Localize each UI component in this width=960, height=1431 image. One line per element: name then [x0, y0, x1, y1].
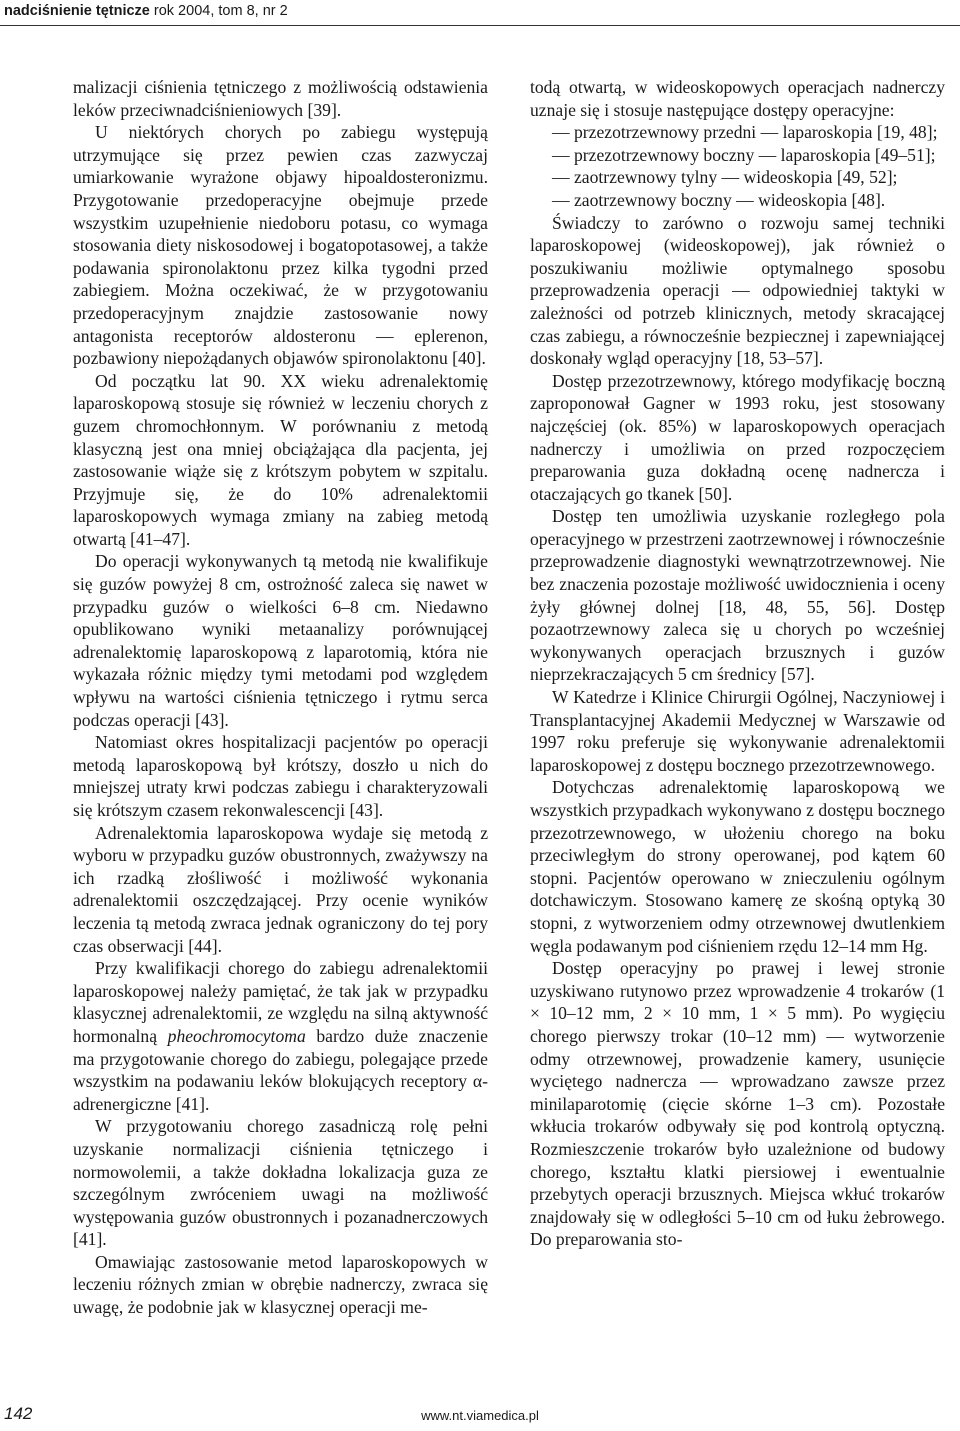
paragraph [73, 957, 488, 1115]
paragraph: Dostęp ten umożliwia uzyskanie rozległego pola operacyjnego w przestrzeni zaotrzewnowej i równocześnie przeprowadzenie diagnostyki wewnątrzotrzewnowej. Nie bez znaczenia pozostaje możliwość uwidocznienia i oceny żyły głównej dolnej [18, 48, 55, 56]. Dostęp pozaotrzewnowy zaleca się u chorych po wcześniej wykonywanych operacjach brzusznych i guzów nieprzekraczających 5 cm średnicy [57]. [530, 506, 945, 685]
left-column [73, 76, 488, 1319]
italic-term: pheochromocytoma [167, 1025, 306, 1046]
paragraph: Omawiając zastosowanie metod laparoskopowych w leczeniu różnych zmian w obrębie nadnerczy, zwraca się uwagę, że podobnie jak w klasycznej operacji me- [73, 1251, 488, 1318]
paragraph: Do operacji wykonywanych tą metodą nie kwalifikuje się guzów powyżej 8 cm, ostrożność zaleca się nawet w przypadku guzów o wielkości 6–8 cm. Niedawno opublikowano wyniki metaanalizy porównującej adrenalektomię laparoskopową z laparotomią, która nie wykazała różnic między tymi metodami pod względem wpływu na wartości ciśnienia tętniczego i rytmu serca podczas operacji [43]. [73, 551, 488, 730]
paragraph: Świadczy to zarówno o rozwoju samej techniki laparoskopowej (wideoskopowej), jak również o poszukiwaniu możliwie optymalnego sposobu przeprowadzenia operacji — odpowiedniej taktyki w zależności od potrzeb klinicznych, metody skracającej czas zabiegu, a równocześnie bezpiecznej i zapewniającej doskonały wgląd operacyjny [18, 53–57]. [530, 212, 945, 369]
running-header [0, 0, 960, 26]
paragraph: W przygotowaniu chorego zasadniczą rolę pełni uzyskanie normalizacji ciśnienia tętniczego i normowolemii, a także dokładna lokalizacja guza ze szczególnym zwróceniem uwagi na możliwość występowania guzów obustronnych i pozanadnerczowych [41]. [73, 1116, 488, 1250]
list-item: — przezotrzewnowy przedni — laparoskopia [19, 48]; [552, 122, 938, 143]
paragraph: Dotychczas adrenalektomię laparoskopową we wszystkich przypadkach wykonywano z dostępu bocznego przezotrzewnowego, w ułożeniu chorego na boku przeciwległym do strony operowanej, pod kątem 60 stopni. Pacjentów operowano w znieczuleniu ogólnym dotchawiczym. Stosowano kamerę ze skośną optyką 30 stopni, z wytworzeniem odmy otrzewnowej dwutlenkiem węgla podawanym pod ciśnieniem rzędu 12–14 mm Hg. [530, 777, 945, 956]
paragraph: Adrenalektomia laparoskopowa wydaje się metodą z wyboru w przypadku guzów obustronnych, zważywszy na ich rzadką złośliwość i możliwość wykonania adrenalektomii oszczędzającej. Przy ocenie wyników leczenia tą metodą zwraca jednak ograniczony do tej pory czas obserwacji [44]. [73, 822, 488, 956]
paragraph: Dostęp przezotrzewnowy, którego modyfikację boczną zaproponował Gagner w 1993 roku, jest stosowany najczęściej (ok. 85%) w laparoskopowych operacjach nadnerczy i umożliwia on przed rozpoczęciem preparowania guza dokładną ocenę nadnercza i otaczających go tkanek [50]. [530, 370, 945, 504]
list-item: — przezotrzewnowy boczny — laparoskopia [49–51]; [552, 144, 936, 165]
paragraph-text: bardzo duże znaczenie ma przygotowanie chorego do zabiegu, polegające przede wszystkim na podawaniu leków blokujących receptory α-adrenergiczne [41]. [73, 1025, 488, 1114]
journal-name: nadciśnienie tętnicze [4, 3, 150, 19]
issue-info: rok 2004, tom 8, nr 2 [149, 3, 288, 19]
paragraph-text: Przy kwalifikacji chorego do zabiegu adrenalektomii laparoskopowej należy pamiętać, że tak jak w przypadku klasycznej adrenalektomii, ze względu na silną aktywność hormonalną [73, 958, 488, 1046]
right-column [530, 76, 945, 1251]
list-item: — zaotrzewnowy tylny — wideoskopia [49, 52]; [552, 167, 898, 188]
paragraph: W Katedrze i Klinice Chirurgii Ogólnej, Naczyniowej i Transplantacyjnej Akademii Medycznej w Warszawie od 1997 roku preferuje się wykonywanie adrenalektomii laparoskopowej z dostępu bocznego przezotrzewnowego. [530, 687, 945, 775]
footer-url: www.nt.viamedica.pl [421, 1408, 539, 1423]
paragraph: malizacji ciśnienia tętniczego z możliwością odstawienia leków przeciwnadciśnieniowych [39]. [73, 77, 488, 120]
paragraph: U niektórych chorych po zabiegu występują utrzymujące się przez pewien czas zazwyczaj umiarkowanie wyrażone objawy hipoaldosteronizmu. Przygotowanie przedoperacyjne obejmuje przede wszystkim uzupełnienie niedoboru potasu, co wymaga stosowania diety niskosodowej i bogatopotasowej, a także podawania spironolaktonu przez kilka tygodni przed zabiegiem. Można oczekiwać, że w przygotowaniu przedoperacyjnym znajdzie zastosowanie nowy antagonista receptorów aldosteronu — eplerenon, pozbawiony niepożądanych objawów spironolaktonu [40]. [73, 122, 488, 369]
paragraph: Dostęp operacyjny po prawej i lewej stronie uzyskiwano rutynowo przez wprowadzenie 4 trokarów (1 × 10–12 mm, 2 × 10 mm, 1 × 5 mm). Po wygięciu chorego pierwszy trokar (10–12 mm) — wytworzenie odmy otrzewnowej, prowadzenie kamery, usunięcie wyciętego nadnercza — wprowadzano zawsze przez minilaparotomię (cięcie skórne 1–3 cm). Pozostałe wkłucia trokarów odbywały się pod kontrolą optyczną. Rozmieszczenie trokarów było uzależnione od budowy chorego, kształtu klatki piersiowej i ewentualnie przebytych operacji brzusznych. Miejsca wkłuć trokarów znajdowały się w odległości 5–10 cm od łuku żebrowego. Do preparowania sto- [530, 958, 945, 1250]
paragraph: Od początku lat 90. XX wieku adrenalektomię laparoskopową stosuje się również w leczeniu chorych z guzem chromochłonnym. W porównaniu z metodą klasyczną jest ona mniej obciążająca dla pacjenta, jej zastosowanie wiąże się z krótszym pobytem w szpitalu. Przyjmuje się, że do 10% adrenalektomii laparoskopowych wymaga zmiany na zabieg metodą otwartą [41–47]. [73, 370, 488, 549]
page-number: 142 [4, 1404, 33, 1423]
list-item: — zaotrzewnowy boczny — wideoskopia [48]. [552, 189, 886, 210]
paragraph: Natomiast okres hospitalizacji pacjentów po operacji metodą laparoskopową był krótszy, doszło u nich do mniejszej utraty krwi podczas zabiegu i charakteryzowali się krótszym czasem rekonwalescencji [43]. [73, 732, 488, 820]
paragraph: todą otwartą, w wideoskopowych operacjach nadnerczy uznaje się i stosuje następujące dostępy operacyjne: [530, 77, 945, 120]
